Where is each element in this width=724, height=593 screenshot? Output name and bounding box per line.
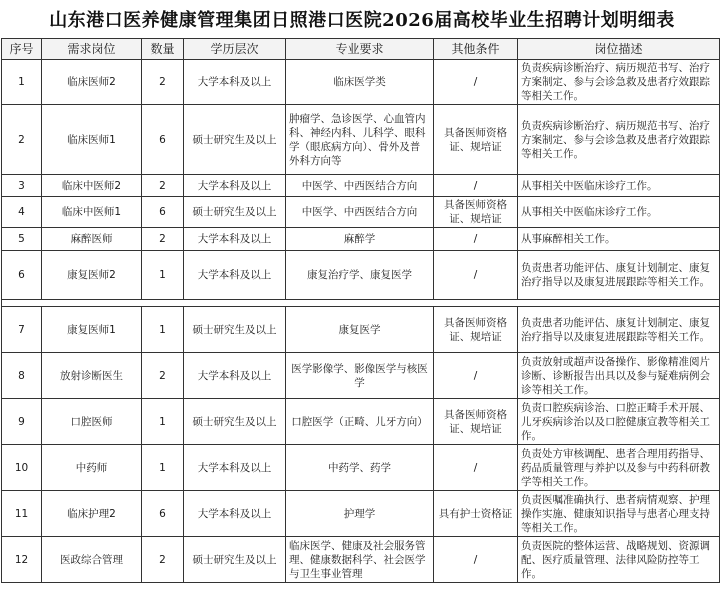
cell-major: 医学影像学、影像医学与核医学 bbox=[286, 353, 434, 399]
cell-major: 中医学、中西医结合方向 bbox=[286, 197, 434, 228]
cell-education: 硕士研究生及以上 bbox=[184, 537, 286, 583]
cell-position: 医政综合管理 bbox=[42, 537, 142, 583]
cell-education: 硕士研究生及以上 bbox=[184, 105, 286, 175]
cell-no: 11 bbox=[2, 491, 42, 537]
cell-education: 大学本科及以上 bbox=[184, 60, 286, 105]
header-count: 数量 bbox=[142, 39, 184, 60]
table-row bbox=[2, 537, 720, 583]
table-row bbox=[2, 251, 720, 300]
cell-description: 负责疾病诊断治疗、病历规范书写、治疗方案制定、参与会诊急救及患者疗效跟踪等相关工作。 bbox=[518, 60, 720, 105]
cell-description: 从事相关中医临床诊疗工作。 bbox=[518, 175, 720, 197]
cell-position: 临床护理2 bbox=[42, 491, 142, 537]
cell-position: 康复医师2 bbox=[42, 251, 142, 300]
table-row bbox=[2, 105, 720, 175]
cell-no: 7 bbox=[2, 307, 42, 353]
cell-position: 临床中医师2 bbox=[42, 175, 142, 197]
cell-no: 5 bbox=[2, 228, 42, 251]
table-row bbox=[2, 491, 720, 537]
table-row bbox=[2, 197, 720, 228]
cell-education: 大学本科及以上 bbox=[184, 228, 286, 251]
header-other: 其他条件 bbox=[434, 39, 518, 60]
cell-count: 2 bbox=[142, 537, 184, 583]
cell-other: / bbox=[434, 228, 518, 251]
page-title: 山东港口医养健康管理集团日照港口医院2026届高校毕业生招聘计划明细表 bbox=[49, 10, 675, 31]
cell-count: 1 bbox=[142, 251, 184, 300]
cell-position: 中药师 bbox=[42, 445, 142, 491]
cell-other: 具备医师资格证、规培证 bbox=[434, 197, 518, 228]
cell-position: 麻醉医师 bbox=[42, 228, 142, 251]
cell-other: / bbox=[434, 353, 518, 399]
cell-count: 2 bbox=[142, 353, 184, 399]
cell-other: / bbox=[434, 445, 518, 491]
cell-description: 负责医院的整体运营、战略规划、资源调配、医疗质量管理、法律风险防控等工作。 bbox=[518, 537, 720, 583]
cell-major: 护理学 bbox=[286, 491, 434, 537]
cell-major: 临床医学、健康及社会服务管理、健康数据科学、社会医学与卫生事业管理 bbox=[286, 537, 434, 583]
cell-major: 口腔医学（正畸、儿牙方向） bbox=[286, 399, 434, 445]
cell-description: 负责医嘱准确执行、患者病情观察、护理操作实施、健康知识指导与患者心理支持等相关工作。 bbox=[518, 491, 720, 537]
cell-count: 1 bbox=[142, 445, 184, 491]
cell-no: 12 bbox=[2, 537, 42, 583]
cell-major: 康复治疗学、康复医学 bbox=[286, 251, 434, 300]
header-position: 需求岗位 bbox=[42, 39, 142, 60]
cell-position: 放射诊断医生 bbox=[42, 353, 142, 399]
cell-count: 6 bbox=[142, 197, 184, 228]
cell-education: 大学本科及以上 bbox=[184, 251, 286, 300]
cell-major: 麻醉学 bbox=[286, 228, 434, 251]
header-major: 专业要求 bbox=[286, 39, 434, 60]
cell-other: 具备医师资格证、规培证 bbox=[434, 105, 518, 175]
gap-cell bbox=[2, 300, 720, 307]
cell-no: 4 bbox=[2, 197, 42, 228]
table-header-row bbox=[2, 39, 720, 60]
header-education: 学历层次 bbox=[184, 39, 286, 60]
table-row bbox=[2, 228, 720, 251]
cell-major: 临床医学类 bbox=[286, 60, 434, 105]
cell-education: 大学本科及以上 bbox=[184, 445, 286, 491]
table-gap bbox=[2, 300, 720, 307]
cell-education: 硕士研究生及以上 bbox=[184, 197, 286, 228]
cell-count: 2 bbox=[142, 175, 184, 197]
header-no: 序号 bbox=[2, 39, 42, 60]
cell-description: 从事相关中医临床诊疗工作。 bbox=[518, 197, 720, 228]
cell-description: 从事麻醉相关工作。 bbox=[518, 228, 720, 251]
table-row bbox=[2, 353, 720, 399]
table-row bbox=[2, 445, 720, 491]
cell-no: 8 bbox=[2, 353, 42, 399]
cell-no: 2 bbox=[2, 105, 42, 175]
cell-no: 3 bbox=[2, 175, 42, 197]
cell-other: / bbox=[434, 175, 518, 197]
cell-description: 负责患者功能评估、康复计划制定、康复治疗指导以及康复进展跟踪等相关工作。 bbox=[518, 307, 720, 353]
table-row bbox=[2, 60, 720, 105]
cell-other: 具备医师资格证、规培证 bbox=[434, 307, 518, 353]
cell-position: 临床医师1 bbox=[42, 105, 142, 175]
cell-count: 6 bbox=[142, 491, 184, 537]
cell-description: 负责处方审核调配、患者合理用药指导、药品质量管理与养护以及参与中药科研教学等相关工作。 bbox=[518, 445, 720, 491]
cell-count: 2 bbox=[142, 228, 184, 251]
cell-major: 肿瘤学、急诊医学、心血管内科、神经内科、儿科学、眼科学（眼底病方向）、骨外及普外科方向等 bbox=[286, 105, 434, 175]
cell-count: 2 bbox=[142, 60, 184, 105]
cell-other: / bbox=[434, 537, 518, 583]
cell-count: 6 bbox=[142, 105, 184, 175]
cell-major: 康复医学 bbox=[286, 307, 434, 353]
header-description: 岗位描述 bbox=[518, 39, 720, 60]
cell-position: 临床医师2 bbox=[42, 60, 142, 105]
cell-education: 大学本科及以上 bbox=[184, 491, 286, 537]
cell-position: 康复医师1 bbox=[42, 307, 142, 353]
cell-major: 中医学、中西医结合方向 bbox=[286, 175, 434, 197]
cell-no: 10 bbox=[2, 445, 42, 491]
cell-education: 大学本科及以上 bbox=[184, 353, 286, 399]
cell-position: 口腔医师 bbox=[42, 399, 142, 445]
recruitment-table bbox=[1, 38, 720, 583]
cell-no: 6 bbox=[2, 251, 42, 300]
cell-description: 负责放射或超声设备操作、影像精准阅片诊断、诊断报告出具以及参与疑难病例会诊等相关工作。 bbox=[518, 353, 720, 399]
cell-no: 9 bbox=[2, 399, 42, 445]
cell-description: 负责口腔疾病诊治、口腔正畸手术开展、儿牙疾病诊治以及口腔健康宣教等相关工作。 bbox=[518, 399, 720, 445]
cell-description: 负责疾病诊断治疗、病历规范书写、治疗方案制定、参与会诊急救及患者疗效跟踪等相关工作。 bbox=[518, 105, 720, 175]
cell-other: / bbox=[434, 60, 518, 105]
cell-other: / bbox=[434, 251, 518, 300]
cell-position: 临床中医师1 bbox=[42, 197, 142, 228]
cell-other: 具有护士资格证 bbox=[434, 491, 518, 537]
cell-education: 硕士研究生及以上 bbox=[184, 399, 286, 445]
cell-count: 1 bbox=[142, 399, 184, 445]
cell-other: 具备医师资格证、规培证 bbox=[434, 399, 518, 445]
cell-major: 中药学、药学 bbox=[286, 445, 434, 491]
table-row bbox=[2, 307, 720, 353]
cell-no: 1 bbox=[2, 60, 42, 105]
table-row bbox=[2, 399, 720, 445]
cell-education: 大学本科及以上 bbox=[184, 175, 286, 197]
cell-description: 负责患者功能评估、康复计划制定、康复治疗指导以及康复进展跟踪等相关工作。 bbox=[518, 251, 720, 300]
cell-count: 1 bbox=[142, 307, 184, 353]
cell-education: 硕士研究生及以上 bbox=[184, 307, 286, 353]
table-row bbox=[2, 175, 720, 197]
